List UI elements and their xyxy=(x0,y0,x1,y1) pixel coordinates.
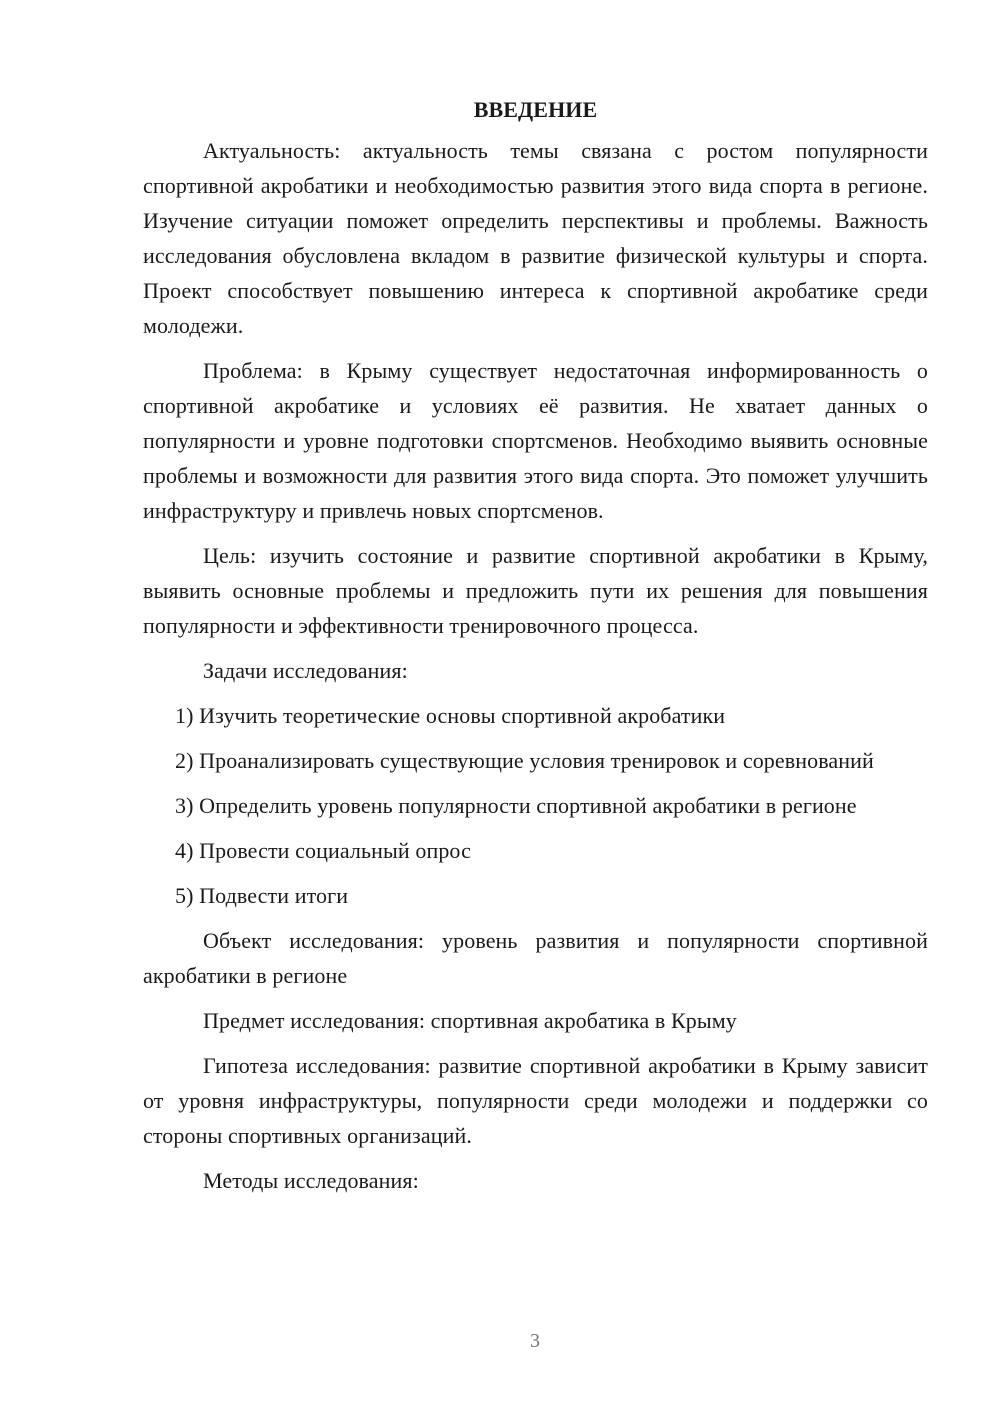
task-item-4: 4) Провести социальный опрос xyxy=(175,838,471,863)
tasks-heading: Задачи исследования: xyxy=(203,658,408,683)
task-item-2: 2) Проанализировать существующие условия тренировок и соревнований xyxy=(175,748,874,773)
hypothesis-paragraph: Гипотеза исследования: развитие спортивной акробатики в Крыму зависит от уровня инфраструктуры, популярности среди молодежи и поддержки со стороны спортивных организаций. xyxy=(143,1053,928,1148)
goal-paragraph: Цель: изучить состояние и развитие спортивной акробатики в Крыму, выявить основные проблемы и предложить пути их решения для повышения популярности и эффективности тренировочного процесса. xyxy=(143,543,928,638)
relevance-paragraph: Актуальность: актуальность темы связана с ростом популярности спортивной акробатики и необходимостью развития этого вида спорта в регионе. Изучение ситуации поможет определить перспективы и проблемы. Важность исследования обусловлена вкладом в развитие физической культуры и спорта. Проект способствует повышению интереса к спортивной акробатике среди молодежи. xyxy=(143,138,928,338)
page-number: 3 xyxy=(530,1330,540,1352)
methods-heading: Методы исследования: xyxy=(203,1168,419,1193)
subject-paragraph: Предмет исследования: спортивная акробатика в Крыму xyxy=(203,1008,737,1033)
page-content xyxy=(143,92,928,1208)
problem-paragraph: Проблема: в Крыму существует недостаточная информированность о спортивной акробатике и условиях её развития. Не хватает данных о популярности и уровне подготовки спортсменов. Необходимо выявить основные проблемы и возможности для развития этого вида спорта. Это поможет улучшить инфраструктуру и привлечь новых спортсменов. xyxy=(143,358,928,523)
object-paragraph: Объект исследования: уровень развития и популярности спортивной акробатики в регионе xyxy=(143,928,928,988)
section-heading: ВВЕДЕНИЕ xyxy=(473,97,598,122)
task-item-5: 5) Подвести итоги xyxy=(175,883,349,908)
task-item-1: 1) Изучить теоретические основы спортивной акробатики xyxy=(175,703,726,728)
task-item-3: 3) Определить уровень популярности спортивной акробатики в регионе xyxy=(175,793,857,818)
